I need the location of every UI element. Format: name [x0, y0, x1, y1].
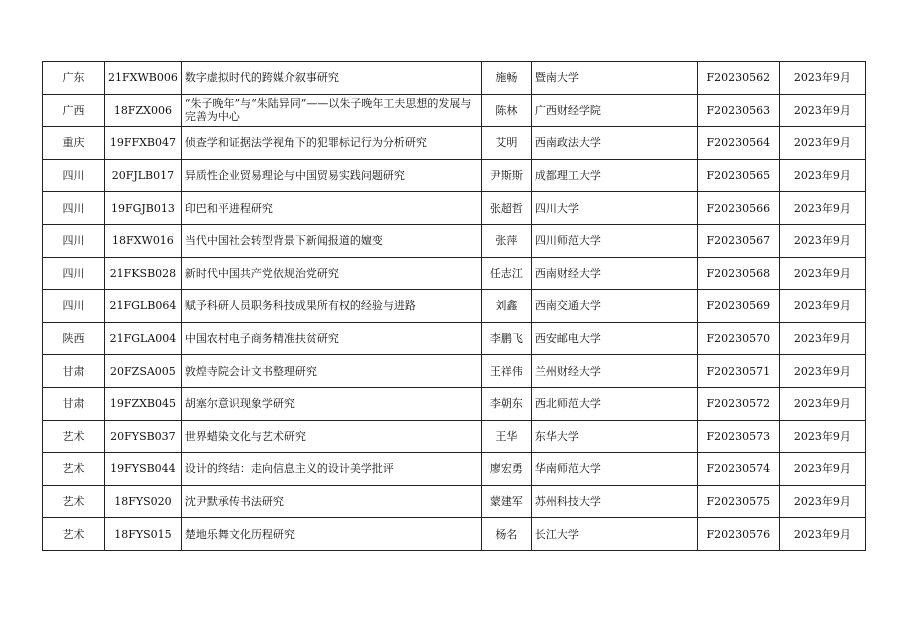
approval-number-cell: F20230576: [697, 518, 779, 551]
project-title-cell: 楚地乐舞文化历程研究: [181, 518, 481, 551]
author-cell: 蒙建军: [481, 485, 531, 518]
project-table: [42, 61, 866, 551]
date-cell: 2023年9月: [779, 257, 865, 290]
project-code-cell: 18FXW016: [105, 224, 182, 257]
project-title-cell: 胡塞尔意识现象学研究: [181, 387, 481, 420]
institution-cell: 华南师范大学: [531, 453, 697, 486]
date-cell: 2023年9月: [779, 355, 865, 388]
author-cell: 杨名: [481, 518, 531, 551]
region-cell: 广西: [43, 94, 105, 127]
institution-cell: 广西财经学院: [531, 94, 697, 127]
table-row: [43, 159, 866, 192]
region-cell: 艺术: [43, 518, 105, 551]
region-cell: 四川: [43, 257, 105, 290]
table-row: [43, 94, 866, 127]
approval-number-cell: F20230564: [697, 127, 779, 160]
table-row: [43, 192, 866, 225]
table-row: [43, 387, 866, 420]
table-row: [43, 224, 866, 257]
institution-cell: 苏州科技大学: [531, 485, 697, 518]
project-title-cell: 中国农村电子商务精准扶贫研究: [181, 322, 481, 355]
region-cell: 重庆: [43, 127, 105, 160]
approval-number-cell: F20230572: [697, 387, 779, 420]
region-cell: 四川: [43, 192, 105, 225]
date-cell: 2023年9月: [779, 290, 865, 323]
institution-cell: 成都理工大学: [531, 159, 697, 192]
approval-number-cell: F20230573: [697, 420, 779, 453]
institution-cell: 西南政法大学: [531, 127, 697, 160]
author-cell: 王华: [481, 420, 531, 453]
author-cell: 李鹏飞: [481, 322, 531, 355]
project-title-cell: 数字虚拟时代的跨媒介叙事研究: [181, 62, 481, 95]
approval-number-cell: F20230568: [697, 257, 779, 290]
table-row: [43, 322, 866, 355]
region-cell: 艺术: [43, 453, 105, 486]
approval-number-cell: F20230571: [697, 355, 779, 388]
approval-number-cell: F20230567: [697, 224, 779, 257]
project-code-cell: 21FXWB006: [105, 62, 182, 95]
approval-number-cell: F20230574: [697, 453, 779, 486]
project-code-cell: 20FJLB017: [105, 159, 182, 192]
project-code-cell: 20FYSB037: [105, 420, 182, 453]
table-row: [43, 518, 866, 551]
institution-cell: 兰州财经大学: [531, 355, 697, 388]
project-code-cell: 21FGLB064: [105, 290, 182, 323]
region-cell: 甘肃: [43, 355, 105, 388]
table-row: [43, 420, 866, 453]
date-cell: 2023年9月: [779, 485, 865, 518]
date-cell: 2023年9月: [779, 387, 865, 420]
date-cell: 2023年9月: [779, 453, 865, 486]
project-code-cell: 20FZSA005: [105, 355, 182, 388]
project-code-cell: 18FYS020: [105, 485, 182, 518]
project-title-cell: 新时代中国共产党依规治党研究: [181, 257, 481, 290]
project-code-cell: 19FZXB045: [105, 387, 182, 420]
project-code-cell: 21FGLA004: [105, 322, 182, 355]
author-cell: 张萍: [481, 224, 531, 257]
region-cell: 广东: [43, 62, 105, 95]
institution-cell: 暨南大学: [531, 62, 697, 95]
author-cell: 施畅: [481, 62, 531, 95]
approval-number-cell: F20230565: [697, 159, 779, 192]
institution-cell: 西安邮电大学: [531, 322, 697, 355]
project-code-cell: 19FFXB047: [105, 127, 182, 160]
institution-cell: 长江大学: [531, 518, 697, 551]
author-cell: 艾明: [481, 127, 531, 160]
project-title-cell: 世界蜡染文化与艺术研究: [181, 420, 481, 453]
project-title-cell: 印巴和平进程研究: [181, 192, 481, 225]
date-cell: 2023年9月: [779, 127, 865, 160]
author-cell: 尹斯斯: [481, 159, 531, 192]
institution-cell: 东华大学: [531, 420, 697, 453]
author-cell: 张超哲: [481, 192, 531, 225]
date-cell: 2023年9月: [779, 94, 865, 127]
approval-number-cell: F20230570: [697, 322, 779, 355]
region-cell: 陕西: [43, 322, 105, 355]
date-cell: 2023年9月: [779, 420, 865, 453]
table-row: [43, 62, 866, 95]
institution-cell: 西南交通大学: [531, 290, 697, 323]
project-code-cell: 18FZX006: [105, 94, 182, 127]
project-code-cell: 19FGJB013: [105, 192, 182, 225]
table-row: [43, 290, 866, 323]
institution-cell: 西北师范大学: [531, 387, 697, 420]
project-title-cell: 赋予科研人员职务科技成果所有权的经验与进路: [181, 290, 481, 323]
institution-cell: 西南财经大学: [531, 257, 697, 290]
author-cell: 李朝东: [481, 387, 531, 420]
project-title-cell: 设计的终结：走向信息主义的设计美学批评: [181, 453, 481, 486]
region-cell: 甘肃: [43, 387, 105, 420]
table-row: [43, 127, 866, 160]
table-row: [43, 485, 866, 518]
author-cell: 廖宏勇: [481, 453, 531, 486]
approval-number-cell: F20230566: [697, 192, 779, 225]
project-title-cell: 异质性企业贸易理论与中国贸易实践问题研究: [181, 159, 481, 192]
table-row: [43, 453, 866, 486]
date-cell: 2023年9月: [779, 518, 865, 551]
table-row: [43, 257, 866, 290]
approval-number-cell: F20230569: [697, 290, 779, 323]
author-cell: 刘鑫: [481, 290, 531, 323]
project-code-cell: 21FKSB028: [105, 257, 182, 290]
project-title-cell: 侦查学和证据法学视角下的犯罪标记行为分析研究: [181, 127, 481, 160]
date-cell: 2023年9月: [779, 159, 865, 192]
project-code-cell: 19FYSB044: [105, 453, 182, 486]
project-title-cell: 当代中国社会转型背景下新闻报道的嬗变: [181, 224, 481, 257]
author-cell: 王祥伟: [481, 355, 531, 388]
project-title-cell: 沈尹默承传书法研究: [181, 485, 481, 518]
date-cell: 2023年9月: [779, 62, 865, 95]
institution-cell: 四川大学: [531, 192, 697, 225]
date-cell: 2023年9月: [779, 192, 865, 225]
date-cell: 2023年9月: [779, 224, 865, 257]
approval-number-cell: F20230575: [697, 485, 779, 518]
region-cell: 四川: [43, 159, 105, 192]
institution-cell: 四川师范大学: [531, 224, 697, 257]
table-row: [43, 355, 866, 388]
date-cell: 2023年9月: [779, 322, 865, 355]
approval-number-cell: F20230562: [697, 62, 779, 95]
project-title-cell: 敦煌寺院会计文书整理研究: [181, 355, 481, 388]
region-cell: 四川: [43, 224, 105, 257]
region-cell: 艺术: [43, 420, 105, 453]
author-cell: 陈林: [481, 94, 531, 127]
project-code-cell: 18FYS015: [105, 518, 182, 551]
author-cell: 任志江: [481, 257, 531, 290]
region-cell: 四川: [43, 290, 105, 323]
approval-number-cell: F20230563: [697, 94, 779, 127]
project-title-cell: “朱子晚年”与“朱陆异同”——以朱子晚年工夫思想的发展与完善为中心: [181, 94, 481, 127]
region-cell: 艺术: [43, 485, 105, 518]
